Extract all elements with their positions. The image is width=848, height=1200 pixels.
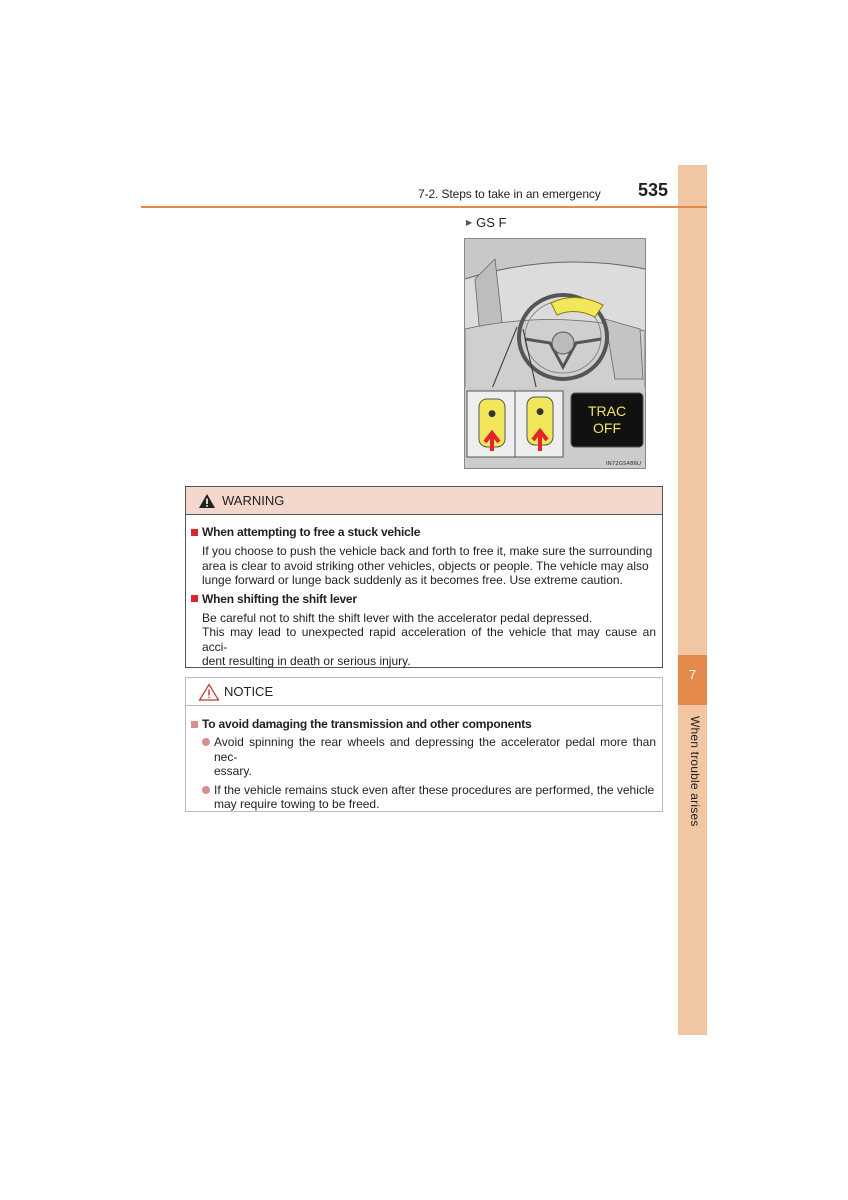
model-label: [466, 215, 507, 230]
square-bullet-icon: [191, 529, 198, 536]
chapter-side-tab: [678, 165, 707, 1035]
warning-item-body: Be careful not to shift the shift lever with the accelerator pedal depressed. This may lead to unexpected rapid acceleration of the vehicle that may cause an acci- dent resulting in death or serious injury.: [202, 610, 656, 668]
warning-item-body: If you choose to push the vehicle back and forth to free it, make sure the surrounding area is clear to avoid striking other vehicles, objects or people. The vehicle may also lunge forward or lunge back suddenly as it becomes free. Use extreme caution.: [202, 544, 653, 587]
page-number: 535: [638, 180, 669, 200]
warning-header: [186, 487, 662, 515]
model-label-text: GS F: [476, 215, 507, 230]
trac-label-line2: OFF: [593, 420, 621, 436]
warning-title: WARNING: [222, 493, 285, 508]
notice-box: [185, 677, 663, 812]
notice-bullet: If the vehicle remains stuck even after these procedures are performed, the vehicle may require towing to be freed.: [202, 783, 656, 812]
header-rule: [141, 206, 707, 208]
caution-triangle-icon: [198, 683, 220, 701]
warning-item-title: When shifting the shift lever: [191, 592, 662, 606]
round-bullet-icon: [202, 738, 210, 746]
notice-header: [186, 678, 662, 706]
dashboard-illustration: [464, 238, 646, 469]
warning-triangle-icon: [198, 493, 216, 509]
square-bullet-icon: [191, 721, 198, 728]
warning-box: [185, 486, 663, 668]
dashboard-drawing: [465, 239, 645, 468]
section-title: 7-2. Steps to take in an emergency: [418, 187, 601, 201]
chapter-number: 7: [678, 655, 707, 705]
svg-text:●: ●: [488, 409, 496, 419]
warning-item-title: When attempting to free a stuck vehicle: [191, 525, 662, 539]
round-bullet-icon: [202, 786, 210, 794]
square-bullet-icon: [191, 595, 198, 602]
notice-item-title: To avoid damaging the transmission and other components: [191, 717, 662, 731]
illustration-code: IN72GS486U: [605, 461, 641, 467]
chapter-label: When trouble arises: [688, 716, 702, 827]
triangle-right-icon: ▶: [466, 218, 473, 227]
svg-text:●: ●: [536, 407, 544, 417]
trac-label-line1: TRAC: [587, 403, 627, 419]
notice-title: NOTICE: [224, 684, 274, 699]
notice-bullet: Avoid spinning the rear wheels and depressing the accelerator pedal more than nec- essary.: [202, 735, 656, 779]
